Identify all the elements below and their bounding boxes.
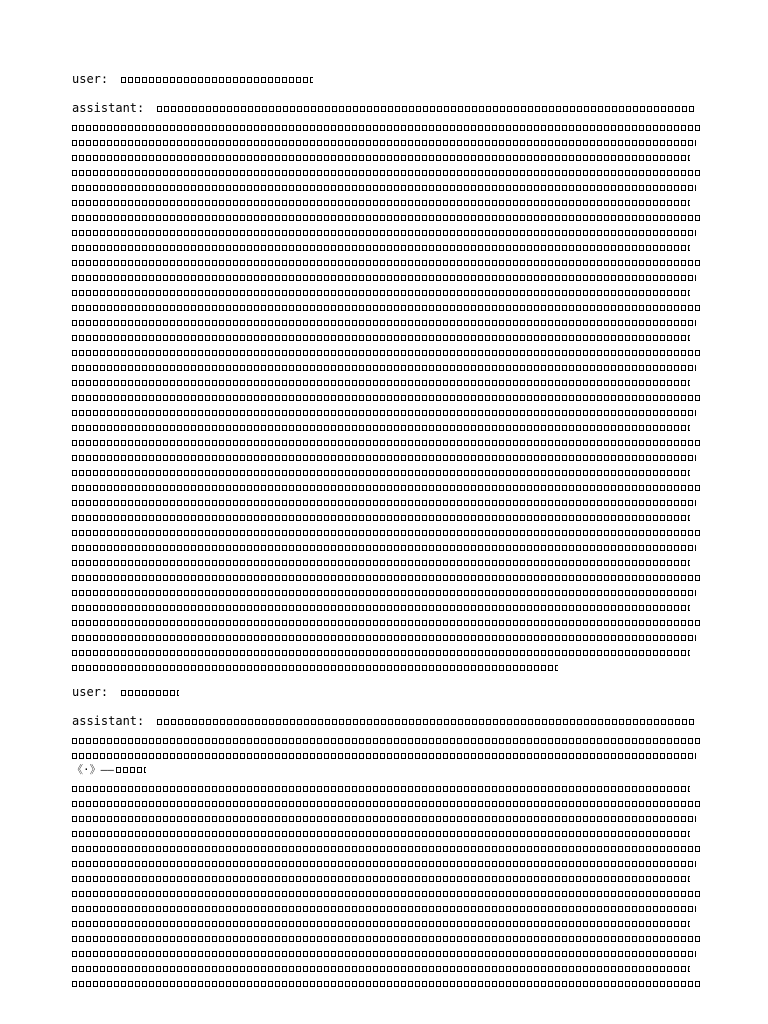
unreadable-text-line (72, 350, 702, 356)
unreadable-text-line (72, 530, 702, 536)
unreadable-text-line (72, 290, 690, 296)
turn-header (72, 101, 708, 116)
unreadable-text-line (72, 738, 702, 744)
unreadable-text-line (72, 155, 690, 161)
unreadable-text-line (72, 425, 690, 431)
unreadable-text-line (72, 876, 690, 882)
unreadable-text-line (72, 140, 696, 146)
unreadable-text-line (72, 275, 696, 281)
turn-header (72, 72, 708, 87)
unreadable-text-line (72, 936, 702, 942)
unreadable-text (121, 690, 179, 696)
role-label: user: (72, 72, 109, 86)
unreadable-text-line (72, 260, 702, 266)
unreadable-text-line (72, 305, 702, 311)
unreadable-text-line (72, 200, 690, 206)
turn-header (72, 714, 708, 729)
unreadable-text-line (72, 921, 690, 927)
unreadable-text-line (72, 635, 696, 641)
unreadable-text-line (72, 215, 702, 221)
unreadable-text-line (72, 455, 696, 461)
unreadable-text-line (72, 410, 696, 416)
unreadable-text-line (72, 395, 702, 401)
unreadable-text-line (72, 620, 702, 626)
unreadable-text-line (72, 560, 690, 566)
unreadable-text-line (72, 665, 558, 671)
unreadable-text-line (72, 951, 696, 957)
unreadable-text-line (72, 831, 690, 837)
unreadable-text-line (72, 500, 696, 506)
unreadable-text-line (72, 753, 696, 759)
unreadable-text-line (72, 335, 690, 341)
unreadable-text-line (72, 245, 690, 251)
unreadable-text-line (72, 891, 702, 897)
unreadable-text-line (72, 125, 702, 131)
unreadable-text (157, 106, 695, 112)
unreadable-text-line (72, 590, 696, 596)
turn-user-1 (72, 72, 708, 87)
role-label: assistant: (72, 101, 145, 115)
role-label: assistant: (72, 714, 145, 728)
role-label: user: (72, 685, 109, 699)
unreadable-text (116, 767, 146, 773)
transcript (72, 72, 708, 1001)
turn-assistant-1 (72, 101, 708, 671)
unreadable-text-line (72, 545, 696, 551)
special-marker: 《·》—— (72, 763, 114, 776)
turn-assistant-2 (72, 714, 708, 987)
unreadable-text (157, 719, 695, 725)
turn-header (72, 685, 708, 700)
unreadable-text-line (72, 605, 690, 611)
unreadable-text-line (72, 485, 702, 491)
unreadable-text-line (72, 380, 690, 386)
unreadable-text-line (72, 320, 696, 326)
special-marker-line (72, 763, 708, 777)
turn-user-2 (72, 685, 708, 700)
unreadable-text-line (72, 981, 702, 987)
unreadable-text-line (72, 861, 696, 867)
unreadable-text (121, 77, 313, 83)
unreadable-text-line (72, 846, 702, 852)
unreadable-text-line (72, 515, 690, 521)
unreadable-text-line (72, 906, 696, 912)
unreadable-text-line (72, 185, 696, 191)
unreadable-text-line (72, 170, 702, 176)
unreadable-text-line (72, 470, 690, 476)
unreadable-text-line (72, 650, 690, 656)
unreadable-text-line (72, 816, 696, 822)
unreadable-text-line (72, 440, 702, 446)
unreadable-text-line (72, 230, 696, 236)
turn-body-assistant-2 (72, 738, 708, 987)
unreadable-text-line (72, 801, 702, 807)
unreadable-text-line (72, 966, 690, 972)
unreadable-text-line (72, 365, 696, 371)
unreadable-text-line (72, 786, 690, 792)
turn-body-assistant-1 (72, 125, 708, 671)
unreadable-text-line (72, 575, 702, 581)
